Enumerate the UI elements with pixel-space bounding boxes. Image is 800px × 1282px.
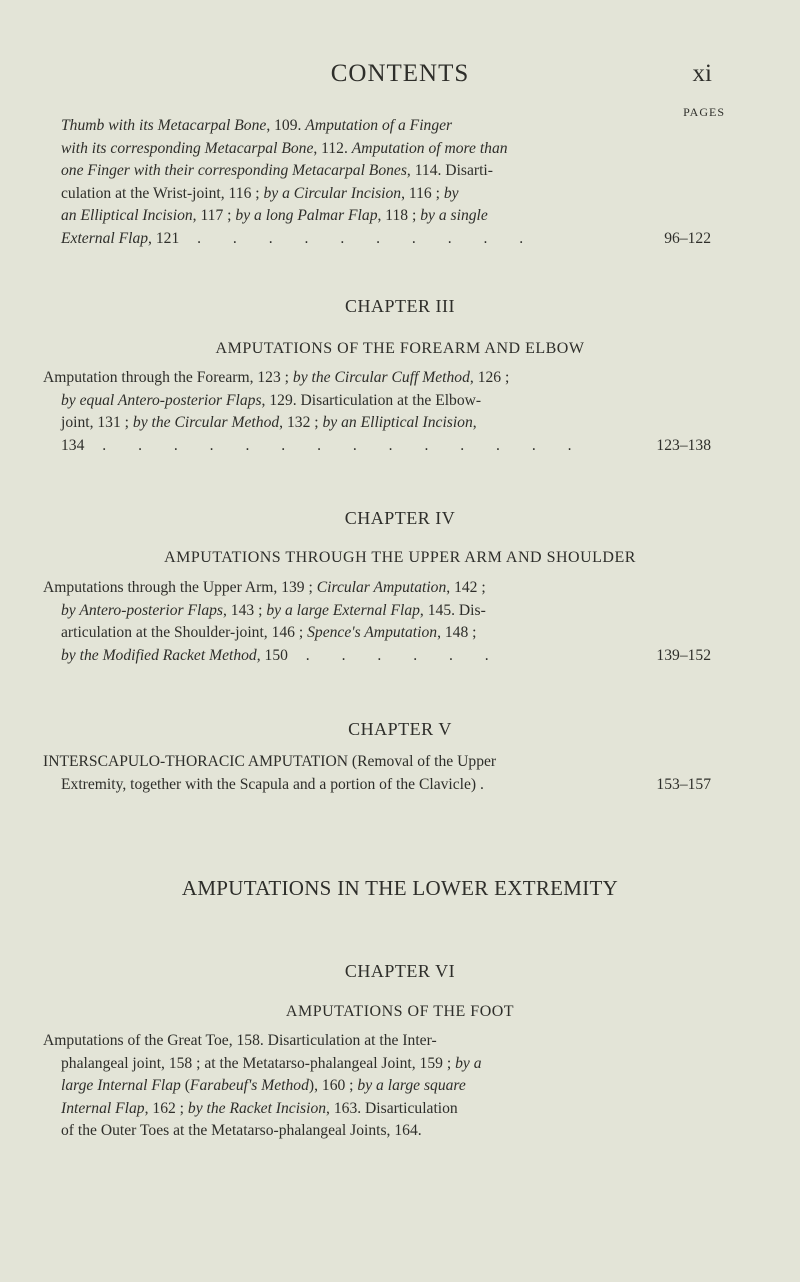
chapter-title: AMPUTATIONS OF THE FOOT [285, 1003, 515, 1020]
part-heading: AMPUTATIONS IN THE LOWER EXTREMITY [181, 876, 619, 900]
chapter-heading: CHAPTER III [345, 296, 455, 316]
chapter-title: AMPUTATIONS OF THE FOREARM AND ELBOW [215, 340, 585, 357]
toc-line: by Antero-posterior Flaps, 143 ; by a large External Flap, 145. Dis- [61, 601, 486, 619]
toc-line: External Flap, 121 . . . . . . . . . . 96–122 [43, 228, 711, 251]
toc-entry-foot [43, 1030, 711, 1143]
page-title: CONTENTS [330, 60, 470, 87]
toc-line: Amputations through the Upper Arm, 139 ; Circular Amputation, 142 ; [43, 579, 486, 596]
chapter-heading: CHAPTER VI [344, 961, 456, 981]
pages-column-label: PAGES [683, 105, 725, 119]
chapter-title: AMPUTATIONS THROUGH THE UPPER ARM AND SHOULDER [164, 549, 636, 566]
chapter-heading: CHAPTER V [348, 719, 452, 739]
toc-line: 134 . . . . . . . . . . . . . . 123–138 [43, 435, 711, 458]
toc-line: INTERSCAPULO-THORACIC AMPUTATION (Removal of the Upper [43, 753, 497, 770]
chapter-heading: CHAPTER IV [344, 508, 456, 528]
toc-line: Amputations of the Great Toe, 158. Disarticulation at the Inter- [43, 1032, 437, 1049]
toc-line: articulation at the Shoulder-joint, 146 ; Spence's Amputation, 148 ; [61, 624, 477, 641]
page-range: 96–122 [664, 229, 711, 247]
toc-line: with its corresponding Metacarpal Bone, 112. Amputation of more than [61, 139, 508, 157]
toc-line: Extremity, together with the Scapula and a portion of the Clavicle) . 153–157 [43, 774, 711, 797]
page-range: 153–157 [656, 775, 711, 793]
toc-entry-upper-arm [43, 577, 711, 667]
page-range: 139–152 [656, 646, 711, 664]
toc-line: phalangeal joint, 158 ; at the Metatarso-phalangeal Joint, 159 ; by a [61, 1054, 482, 1072]
toc-line: by the Modified Racket Method, 150 . . . . . . 139–152 [43, 645, 711, 668]
toc-entry-forearm [43, 367, 711, 457]
toc-line: Thumb with its Metacarpal Bone, 109. Amputation of a Finger [61, 117, 453, 134]
toc-line: culation at the Wrist-joint, 116 ; by a Circular Incision, 116 ; by [61, 184, 459, 202]
toc-line: one Finger with their corresponding Metacarpal Bones, 114. Disarti- [61, 162, 493, 179]
toc-line: joint, 131 ; by the Circular Method, 132 ; by an Elliptical Incision, [61, 414, 477, 431]
toc-line: Internal Flap, 162 ; by the Racket Incision, 163. Disarticulation [61, 1099, 458, 1117]
toc-line: Amputation through the Forearm, 123 ; by the Circular Cuff Method, 126 ; [43, 369, 510, 386]
page-number: xi [692, 60, 712, 87]
running-header [0, 60, 800, 92]
toc-line: large Internal Flap (Farabeuf's Method), 160 ; by a large square [61, 1077, 466, 1094]
page-range: 123–138 [656, 436, 711, 454]
toc-line: an Elliptical Incision, 117 ; by a long Palmar Flap, 118 ; by a single [61, 207, 488, 224]
toc-entry-interscapulo [43, 751, 711, 796]
toc-line: by equal Antero-posterior Flaps, 129. Disarticulation at the Elbow- [61, 391, 482, 409]
toc-line: of the Outer Toes at the Metatarso-phalangeal Joints, 164. [61, 1122, 422, 1139]
toc-entry-hand [43, 115, 711, 250]
